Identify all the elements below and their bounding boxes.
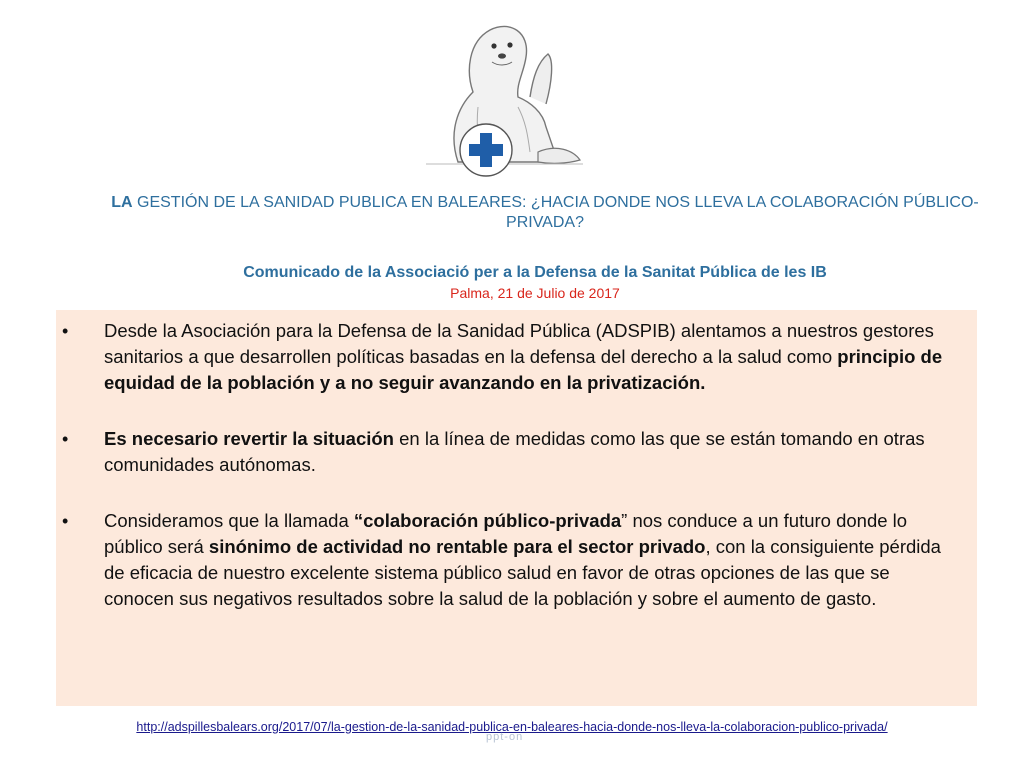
title-lead: LA xyxy=(111,194,133,211)
bullet-dot: • xyxy=(62,511,69,531)
bullet-dot: • xyxy=(62,321,69,341)
bullet-emphasis: Es necesario revertir la situación xyxy=(104,428,394,449)
bullet-text: Consideramos que la llamada xyxy=(104,510,354,531)
content-box xyxy=(56,310,977,706)
watermark: ppt-on xyxy=(486,731,524,743)
bullet-list xyxy=(62,318,947,612)
seal-logo xyxy=(418,12,588,182)
date-line: Palma, 21 de Julio de 2017 xyxy=(450,285,620,301)
subtitle: Comunicado de la Associació per a la Defensa de la Sanitat Pública de les IB xyxy=(243,264,827,281)
page-title xyxy=(110,193,980,233)
title-rest: GESTIÓN DE LA SANIDAD PUBLICA EN BALEARES: ¿HACIA DONDE NOS LLEVA LA COLABORACIÓN PÚBLICO-PRIVADA? xyxy=(132,194,979,231)
bullet-item-2 xyxy=(62,426,947,478)
bullet-text: , con la consiguiente pérdida de eficacia de nuestro excelente sistema público salud en favor de otras opciones de las que se conocen sus negativos resultados sobre la salud de la población y sobre el aumento de gasto. xyxy=(104,536,941,609)
bullet-item-1 xyxy=(62,318,947,396)
source-link[interactable]: http://adspillesbalears.org/2017/07/la-gestion-de-la-sanidad-publica-en-baleares-hacia-donde-nos-lleva-la-colaboracion-publico-privada/ xyxy=(136,720,888,734)
bullet-emphasis: sinónimo de actividad no rentable para el sector privado xyxy=(208,536,706,557)
bullet-dot: • xyxy=(62,429,69,449)
bullet-text: en la línea de medidas como las que se están tomando en otras comunidades autónomas. xyxy=(104,428,925,475)
bullet-text: ” nos conduce a un futuro donde lo público será xyxy=(104,510,908,557)
bullet-emphasis: “colaboración público-privada xyxy=(353,510,622,531)
bullet-text: Desde la Asociación para la Defensa de la Sanidad Pública (ADSPIB) alentamos a nuestros gestores sanitarios a que desarrollen políticas basadas en la defensa del derecho a la salud como xyxy=(104,320,934,367)
bullet-emphasis: principio de equidad de la población y a no seguir avanzando en la privatización. xyxy=(104,346,943,393)
bullet-item-3 xyxy=(62,508,947,612)
